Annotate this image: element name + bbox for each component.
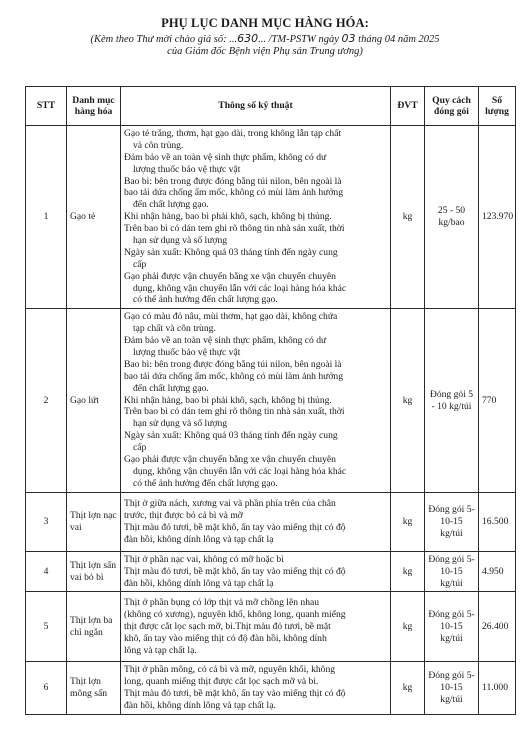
spec-line: (không có xương), nguyên khổ, không long, quanh miếng [124,609,346,621]
table-row [26,551,516,592]
spec-line: Khi nhận hàng, bao bì phải khô, sạch, không bị thủng. [124,211,332,223]
row-packaging: Đóng gói 5-10-15 kg/túi [425,592,479,662]
spec-line: Gạo tẻ trắng, thơm, hạt gạo dài, trong không lẫn tạp chất [124,128,342,139]
spec-line: khô, ấn tay vào miếng thịt có độ đàn hồi, không dính [124,632,327,644]
table-row [26,662,516,715]
row-quantity: 770 [479,309,516,492]
row-unit: kg [391,309,425,492]
col-header-name: Danh mục hàng hóa [67,87,121,126]
spec-line: cấp [133,258,147,270]
col-header-spec: Thông số kỹ thuật [121,87,391,126]
spec-line: Bao bì: bên trong được đóng bằng túi nilon, bên ngoài là [124,175,342,187]
spec-line: bao tải dứa chống ẩm mốc, không có mùi làm ảnh hưởng [124,187,344,199]
col-header-pack: Quy cách đóng gói [425,87,479,126]
spec-line: lông và tạp chất lạ. [124,644,197,656]
row-quantity: 11.000 [479,662,516,715]
spec-line: Ngày sản xuất: Không quá 03 tháng tính đến ngày cung [124,246,338,258]
spec-line: Thịt màu đỏ tươi, bề mặt khô, ấn tay vào miếng thịt có độ [124,688,346,700]
row-stt: 5 [26,592,67,662]
row-quantity: 4.950 [479,551,516,592]
spec-line: Khi nhận hàng, bao bì phải khô, sạch, không bị thủng. [124,394,332,406]
table-row [26,592,516,662]
spec-line: long, quanh miếng thịt được cắt lọc sạch mỡ và bì. [124,676,319,688]
spec-line: Thịt ở phần bụng có lớp thịt và mỡ chồng lên nhau [124,597,320,609]
row-spec [121,662,391,715]
table-row [26,309,516,492]
spec-line: đến chất lượng gạo. [133,382,209,394]
spec-line: Thịt màu đỏ tươi, bề mặt khô, ấn tay vào miếng thịt có độ [124,521,346,533]
handwritten-day: 03 [341,32,356,45]
row-packaging: Đóng gói 5-10-15 kg/túi [425,492,479,551]
spec-line: Thịt ở giữa nách, xương vai và phần phía trên của chân [124,497,336,509]
spec-line: lượng thuốc bảo vệ thực vật [133,347,241,359]
spec-line: thịt được cắt lọc sạch mỡ, bì.Thịt màu đỏ tươi, bề mặt [124,620,331,632]
spec-line: hạn sử dụng và số lượng [133,235,228,247]
document-reference-line [0,32,530,45]
row-stt: 1 [26,126,67,309]
handwritten-doc-number: 630 [237,32,259,45]
spec-line: cấp [133,442,147,454]
spec-line: Đảm bảo về an toàn vệ sinh thực phẩm, không có dư [124,335,327,347]
row-packaging: Đóng gói 5-10-15 kg/túi [425,662,479,715]
spec-line: đến chất lượng gạo. [133,199,209,211]
row-stt: 4 [26,551,67,592]
row-spec [121,592,391,662]
row-unit: kg [391,126,425,309]
spec-line: hạn sử dụng và số lượng [133,418,228,430]
spec-line: trước, thịt được bỏ cả bì và mỡ [124,509,243,521]
row-unit: kg [391,662,425,715]
row-spec [121,126,391,309]
row-quantity: 123.970 [479,126,516,309]
spec-line: Đảm bảo về an toàn vệ sinh thực phẩm, không có dư [124,151,327,163]
spec-line: lượng thuốc bảo vệ thực vật [133,163,241,175]
spec-line: đàn hồi, không dính lông và tạp chất lạ [124,577,274,589]
table-row [26,126,516,309]
spec-line: Bao bì: bên trong được đóng bằng túi nilon, bên ngoài là [124,358,342,370]
document-title: PHỤ LỤC DANH MỤC HÀNG HÓA: [161,16,369,30]
spec-line: Thịt ở phần mông, có cả bì và mỡ, nguyên khối, không [124,664,336,676]
reference-prefix: (Kèm theo Thư mời chào giá số: ... [90,34,238,45]
spec-line: Trên bao bì có dán tem ghi rõ thông tin nhà sản xuất, thời [124,223,345,235]
reference-suffix: tháng 04 năm 2025 [355,34,440,45]
spec-line: đàn hồi, không dính lông và tạp chất lạ. [124,700,276,712]
document-issuer-line: của Giám đốc Bệnh viện Phụ sản Trung ương) [167,46,363,57]
row-item-name: Gạo lứt [67,309,121,492]
row-item-name: Thịt lợn nạc vai [67,492,121,551]
row-spec [121,551,391,592]
spec-line: Gạo phải được vận chuyển bằng xe vận chuyển chuyên [124,270,336,282]
spec-line: đàn hồi, không dính lông và tạp chất lạ [124,533,274,545]
spec-line: Thịt màu đỏ tươi, bề mặt khô, ấn tay vào miếng thịt có độ [124,565,346,577]
row-spec [121,309,391,492]
row-unit: kg [391,592,425,662]
spec-line: Trên bao bì có dán tem ghi rõ thông tin nhà sản xuất, thời [124,406,345,418]
row-packaging: Đóng gói 5-10-15 kg/túi [425,551,479,592]
row-packaging: Đóng gói 5 - 10 kg/túi [425,309,479,492]
spec-line: dụng, không vận chuyển lẫn với các loại hàng hóa khác [133,282,347,294]
spec-line: Gạo phải được vận chuyển bằng xe vận chuyển chuyên [124,454,336,466]
row-stt: 6 [26,662,67,715]
row-item-name: Thịt lợn mông sấn [67,662,121,715]
goods-table [25,86,516,715]
row-quantity: 26.400 [479,592,516,662]
col-header-stt: STT [26,87,67,126]
spec-line: bao tải dứa chống ẩm mốc, không có mùi làm ảnh hưởng [124,370,344,382]
row-item-name: Gạo tẻ [67,126,121,309]
table-row [26,492,516,551]
row-unit: kg [391,492,425,551]
table-header-row [26,87,516,126]
spec-line: dụng, không vận chuyển lẫn với các loại hàng hóa khác [133,465,347,477]
row-item-name: Thịt lợn sấn vai bỏ bì [67,551,121,592]
row-quantity: 16.500 [479,492,516,551]
row-stt: 2 [26,309,67,492]
row-item-name: Thịt lợn ba chỉ ngắn [67,592,121,662]
spec-line: có thể ảnh hưởng đến chất lượng gạo. [133,477,278,489]
col-header-qty: Số lượng [479,87,516,126]
row-stt: 3 [26,492,67,551]
spec-line: tạp chất và côn trùng. [133,323,216,335]
col-header-unit: ĐVT [391,87,425,126]
spec-line: có thể ảnh hưởng đến chất lượng gạo. [133,294,278,306]
reference-mid: ... /TM-PSTW ngày [258,34,342,45]
row-unit: kg [391,551,425,592]
spec-line: và côn trùng. [133,139,184,151]
spec-line: Ngày sản xuất: Không quá 03 tháng tính đến ngày cung [124,430,338,442]
spec-line: Gạo có màu đỏ nâu, mùi thơm, hạt gạo dài, không chứa [124,311,338,323]
row-spec [121,492,391,551]
table-body [26,126,516,715]
spec-line: Thịt ở phần nạc vai, không có mỡ hoặc bì [124,553,284,565]
row-packaging: 25 - 50 kg/bao [425,126,479,309]
